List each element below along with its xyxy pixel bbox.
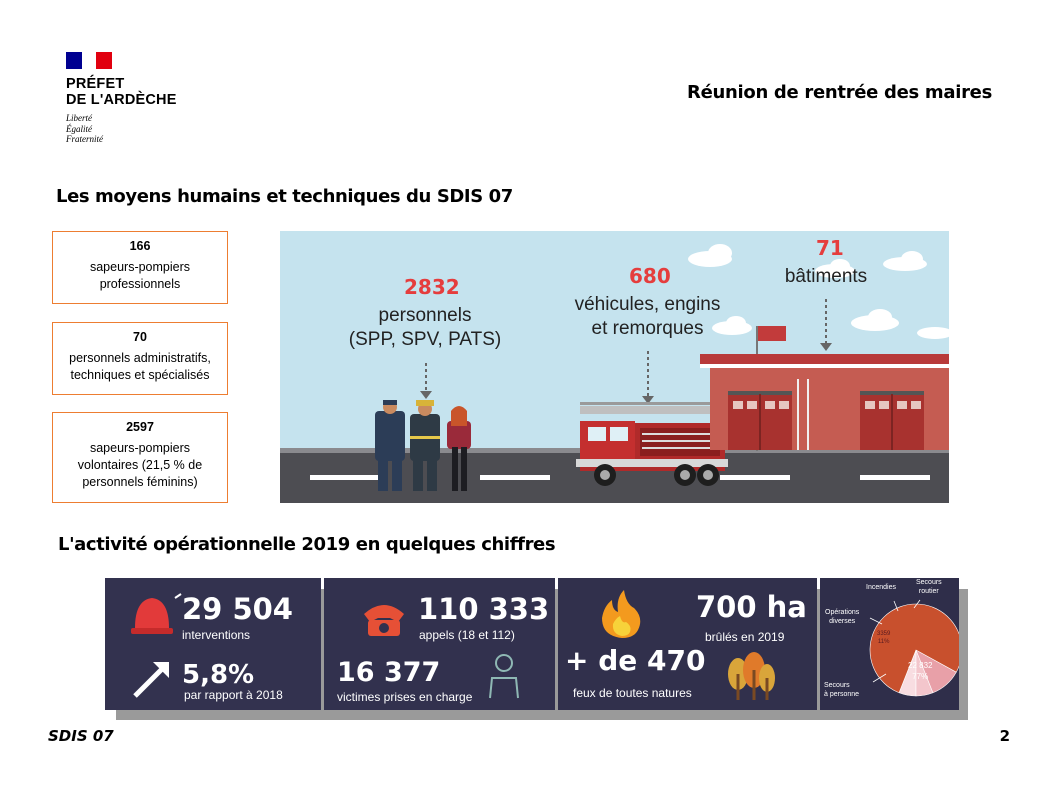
section1-title: Les moyens humains et techniques du SDIS 07 [56, 186, 513, 207]
burned-label: brûlés en 2019 [705, 630, 785, 644]
personnel-label-1: personnels [378, 305, 472, 326]
fires-label: feux de toutes natures [573, 686, 692, 700]
buildings-label: bâtiments [784, 266, 868, 287]
personnel-count: 2832 [404, 275, 460, 299]
pie-label-incendies: Incendies [866, 584, 896, 591]
stat-box-professionals [52, 231, 228, 304]
footer-sdis: SDIS 07 [48, 727, 114, 745]
pie-slice-label-main [908, 660, 932, 682]
burned-value: 700 ha [696, 590, 807, 624]
stat-box-number: 166 [129, 239, 151, 253]
calls-value: 110 333 [418, 592, 550, 626]
phone-icon [364, 605, 404, 636]
panel-fires [558, 578, 817, 710]
pie-main-pct: 77% [912, 672, 929, 681]
calls-label: appels (18 et 112) [419, 628, 515, 642]
interventions-label: interventions [182, 628, 251, 642]
pie-label-routier-1: Secours [916, 579, 942, 586]
logo-line2: DE L'ARDÈCHE [66, 92, 177, 108]
resources-infographic [280, 231, 949, 503]
pie-slice-label-ops [877, 630, 890, 646]
motto-2: Égalité [66, 123, 92, 134]
stat-box-number: 70 [133, 330, 147, 344]
panel-calls [324, 578, 555, 710]
vehicles-label [560, 293, 735, 341]
stat-box-admin [52, 322, 228, 395]
change-value: 5,8% [182, 660, 255, 690]
victims-value: 16 377 [337, 657, 441, 688]
logo-title [66, 76, 206, 108]
pie-label-personne [824, 681, 859, 699]
pie-label-personne-2: à personne [824, 691, 860, 698]
vehicles-count: 680 [629, 264, 671, 288]
personnel-label [340, 304, 510, 352]
pie-main-value: 22 832 [908, 661, 933, 670]
panel-pie [820, 578, 959, 710]
victims-label: victimes prises en charge [337, 690, 473, 704]
page-number: 2 [999, 727, 1010, 745]
pie-label-operations [825, 608, 859, 626]
vehicles-label-1: véhicules, engins [574, 294, 721, 315]
pie-ops-pct: 11% [877, 639, 890, 645]
stat-box-text: sapeurs-pompiers professionnels [89, 260, 191, 291]
motto-3: Fraternité [66, 134, 103, 144]
panel-interventions [105, 578, 321, 710]
section2-title: L'activité opérationnelle 2019 en quelques chiffres [58, 534, 556, 555]
fires-value: + de 470 [565, 644, 706, 677]
buildings-count: 71 [816, 236, 844, 260]
pie-ops-value: 3359 [877, 631, 891, 637]
logo-motto [66, 113, 206, 145]
stat-box-text: personnels administratifs, techniques et spécialisés [69, 351, 211, 382]
pie-label-routier [916, 578, 942, 596]
vehicles-label-2: et remorques [591, 318, 704, 339]
pie-label-personne-1: Secours [824, 682, 850, 689]
change-label: par rapport à 2018 [184, 688, 283, 702]
motto-1: Liberté [66, 113, 92, 123]
logo-line1: PRÉFET [66, 76, 125, 92]
pie-label-operations-2: diverses [829, 618, 856, 625]
prefecture-logo [66, 52, 206, 145]
pie-label-routier-2: routier [918, 588, 939, 595]
stat-box-number: 2597 [126, 420, 154, 434]
marianne-flag-icon [66, 52, 112, 69]
personnel-label-2: (SPP, SPV, PATS) [348, 329, 502, 350]
interventions-value: 29 504 [182, 592, 293, 626]
pie-label-operations-1: Opérations [825, 609, 860, 616]
stat-box-volunteers [52, 412, 228, 503]
stat-box-text: sapeurs-pompiers volontaires (21,5 % de personnels féminins) [77, 441, 203, 489]
meeting-title: Réunion de rentrée des maires [687, 82, 992, 103]
